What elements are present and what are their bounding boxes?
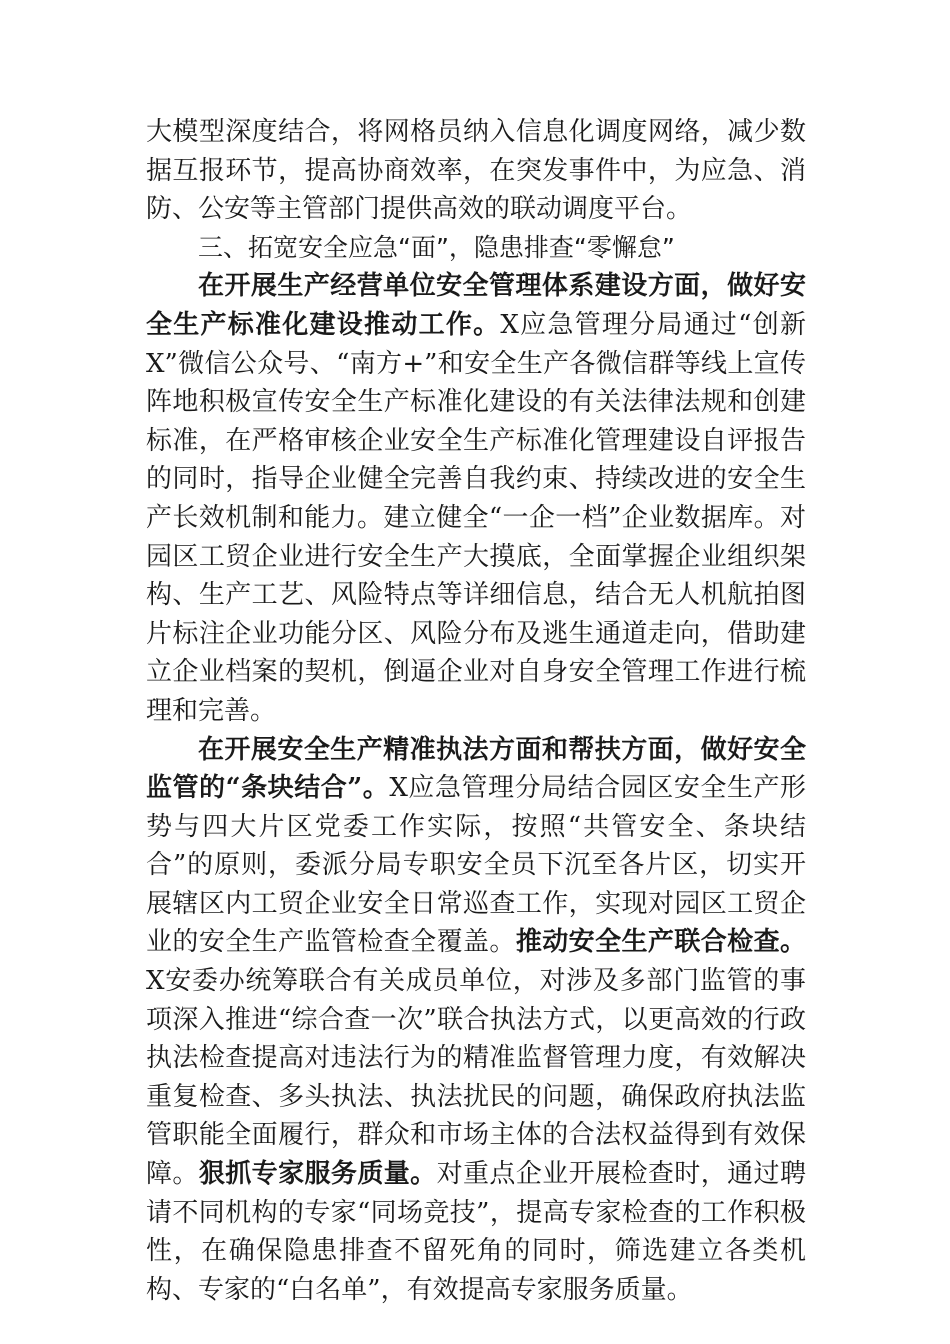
- paragraph-enforcement: [146, 731, 806, 1310]
- inline-bold-heading: 狠抓专家服务质量。: [198, 1159, 437, 1190]
- document-page: [146, 113, 806, 1309]
- paragraph-management-system: [146, 267, 806, 730]
- section-heading: [146, 229, 806, 268]
- paragraph-lead-bold: 在开展安全生产精准执法方面和帮扶方面，做好安全监管的“条块结合”。: [146, 734, 806, 804]
- paragraph-text: 对重点企业开展检查时，通过聘请不同机构的专家“同场竞技”，提高专家检查的工作积极性，在确保隐患排查不留死角的同时，筛选建立各类机构、专家的“白名单”，有效提高专家服务质量。: [146, 1159, 806, 1305]
- paragraph-lead-bold: 在开展生产经营单位安全管理体系建设方面，做好安全生产标准化建设推动工作。: [146, 271, 806, 340]
- paragraph-text: X应急管理分局结合园区安全生产形势与四大片区党委工作实际，按照“共管安全、条块结合”的原则，委派分局专职安全员下沉至各片区，切实开展辖区内工贸企业安全日常巡查工作，实现对园区工贸企业的安全生产监管检查全覆盖。: [146, 773, 806, 958]
- paragraph-text: X安委办统筹联合有关成员单位，对涉及多部门监管的事项深入推进“综合查一次”联合执法方式，以更高效的行政执法检查提高对违法行为的精准监督管理力度，有效解决重复检查、多头执法、执法扰民的问题，确保政府执法监管职能全面履行，群众和市场主体的合法权益得到有效保障。: [146, 966, 806, 1190]
- paragraph-continuation: [146, 113, 806, 229]
- inline-bold-heading: 推动安全生产联合检查。: [515, 927, 806, 958]
- paragraph-text: 大模型深度结合，将网格员纳入信息化调度网络，减少数据互报环节，提高协商效率，在突发事件中，为应急、消防、公安等主管部门提供高效的联动调度平台。: [146, 117, 806, 225]
- section-heading-text: 三、拓宽安全应急“面”，隐患排查“零懈怠”: [198, 232, 675, 262]
- paragraph-text: X应急管理分局通过“创新X”微信公众号、“南方+”和安全生产各微信群等线上宣传阵地积极宣传安全生产标准化建设的有关法律法规和创建标准，在严格审核企业安全生产标准化管理建设自评报告的同时，指导企业健全完善自我约束、持续改进的安全生产长效机制和能力。建立健全“一企一档”企业数据库。对园区工贸企业进行安全生产大摸底，全面掌握企业组织架构、生产工艺、风险特点等详细信息，结合无人机航拍图片标注企业功能分区、风险分布及逃生通道走向，借助建立企业档案的契机，倒逼企业对自身安全管理工作进行梳理和完善。: [146, 309, 806, 726]
